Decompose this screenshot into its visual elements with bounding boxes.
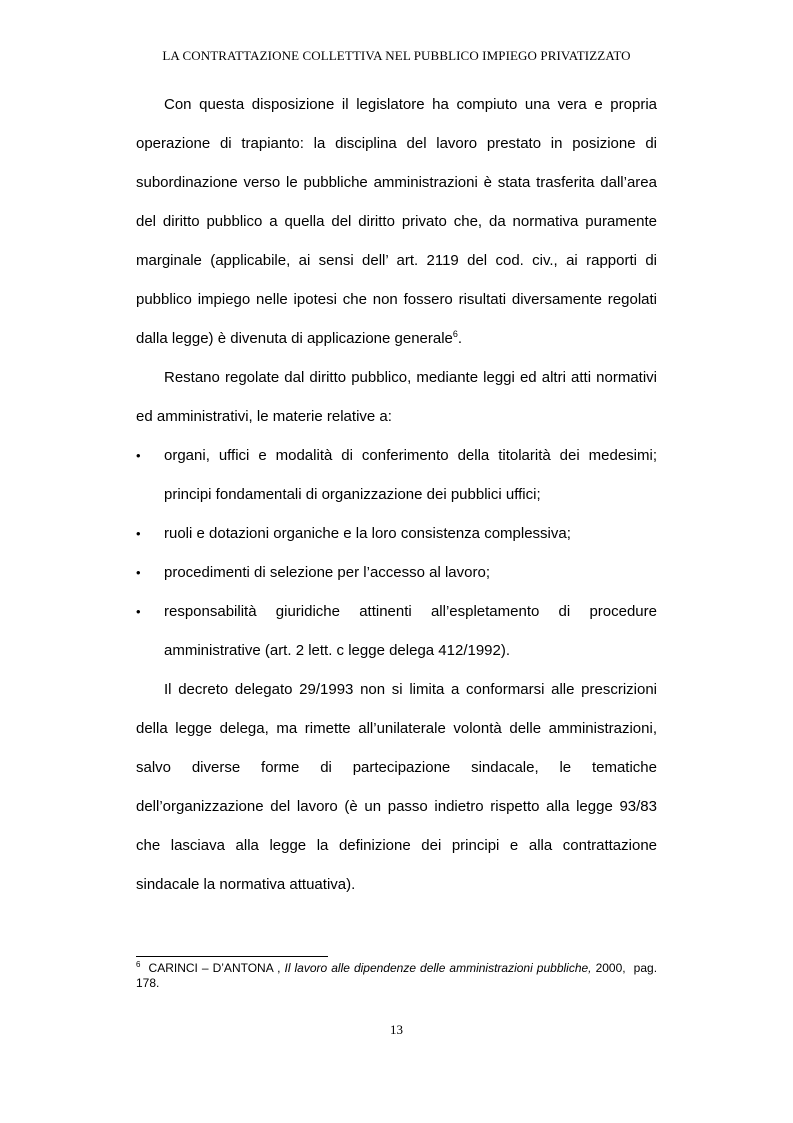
footnote-separator — [136, 956, 328, 957]
bullet-list — [136, 436, 657, 670]
list-item-text: organi, uffici e modalità di conferimento della titolarità dei medesimi; principi fondamentali di organizzazione dei pubblici uffici; — [164, 447, 657, 503]
footnote-reference: 6 — [452, 329, 458, 339]
paragraph-1-text: Con questa disposizione il legislatore ha compiuto una vera e propria operazione di trapianto: la disciplina del lavoro prestato in posizione di subordinazione verso le pubbliche amministrazioni è stata trasferita dall’area del diritto pubblico a quella del diritto privato che, da normativa puramente marginale (applicabile, ai sensi dell’ art. 2119 del cod. civ., ai rapporti di pubblico impiego nelle ipotesi che non fossero risultati diversamente regolati dalla legge) è divenuta di applicazione generale — [136, 96, 657, 347]
paragraph-3: Il decreto delegato 29/1993 non si limita a conformarsi alle prescrizioni della legge delega, ma rimette all’unilaterale volontà delle amministrazioni, salvo diverse forme di partecipazione sindacale, le tematiche dell’organizzazione del lavoro (è un passo indietro rispetto alla legge 93/83 che lasciava alla legge la definizione dei principi e alla contrattazione sindacale la normativa attuativa). — [136, 681, 657, 893]
footnote-authors: CARINCI – D’ANTONA , — [148, 961, 281, 975]
running-header: LA CONTRATTAZIONE COLLETTIVA NEL PUBBLICO IMPIEGO PRIVATIZZATO — [162, 48, 631, 63]
list-item — [136, 514, 657, 553]
bullet-marker: • — [136, 448, 141, 463]
paragraph-1-end: . — [457, 330, 463, 347]
list-item-text: procedimenti di selezione per l’accesso al lavoro; — [164, 564, 491, 581]
bullet-marker: • — [136, 526, 141, 541]
list-item — [136, 436, 657, 514]
paragraph-1 — [136, 85, 657, 358]
page-number: 13 — [390, 1022, 403, 1037]
footnote-title: Il lavoro alle dipendenze delle amministrazioni pubbliche, — [284, 961, 592, 975]
list-item — [136, 592, 657, 670]
body-text — [136, 85, 657, 904]
footnote-page: pag. 178. — [136, 961, 658, 990]
footnote — [136, 961, 657, 991]
bullet-marker: • — [136, 604, 141, 619]
list-item — [136, 553, 657, 592]
paragraph-2: Restano regolate dal diritto pubblico, mediante leggi ed altri atti normativi ed amministrativi, le materie relative a: — [136, 369, 657, 425]
list-item-text: ruoli e dotazioni organiche e la loro consistenza complessiva; — [164, 525, 571, 542]
bullet-marker: • — [136, 565, 141, 580]
footnote-year: 2000, — [595, 961, 626, 975]
footnote-number: 6 — [136, 960, 141, 969]
list-item-text: responsabilità giuridiche attinenti all’espletamento di procedure amministrative (art. 2 lett. c legge delega 412/1992). — [164, 603, 657, 659]
